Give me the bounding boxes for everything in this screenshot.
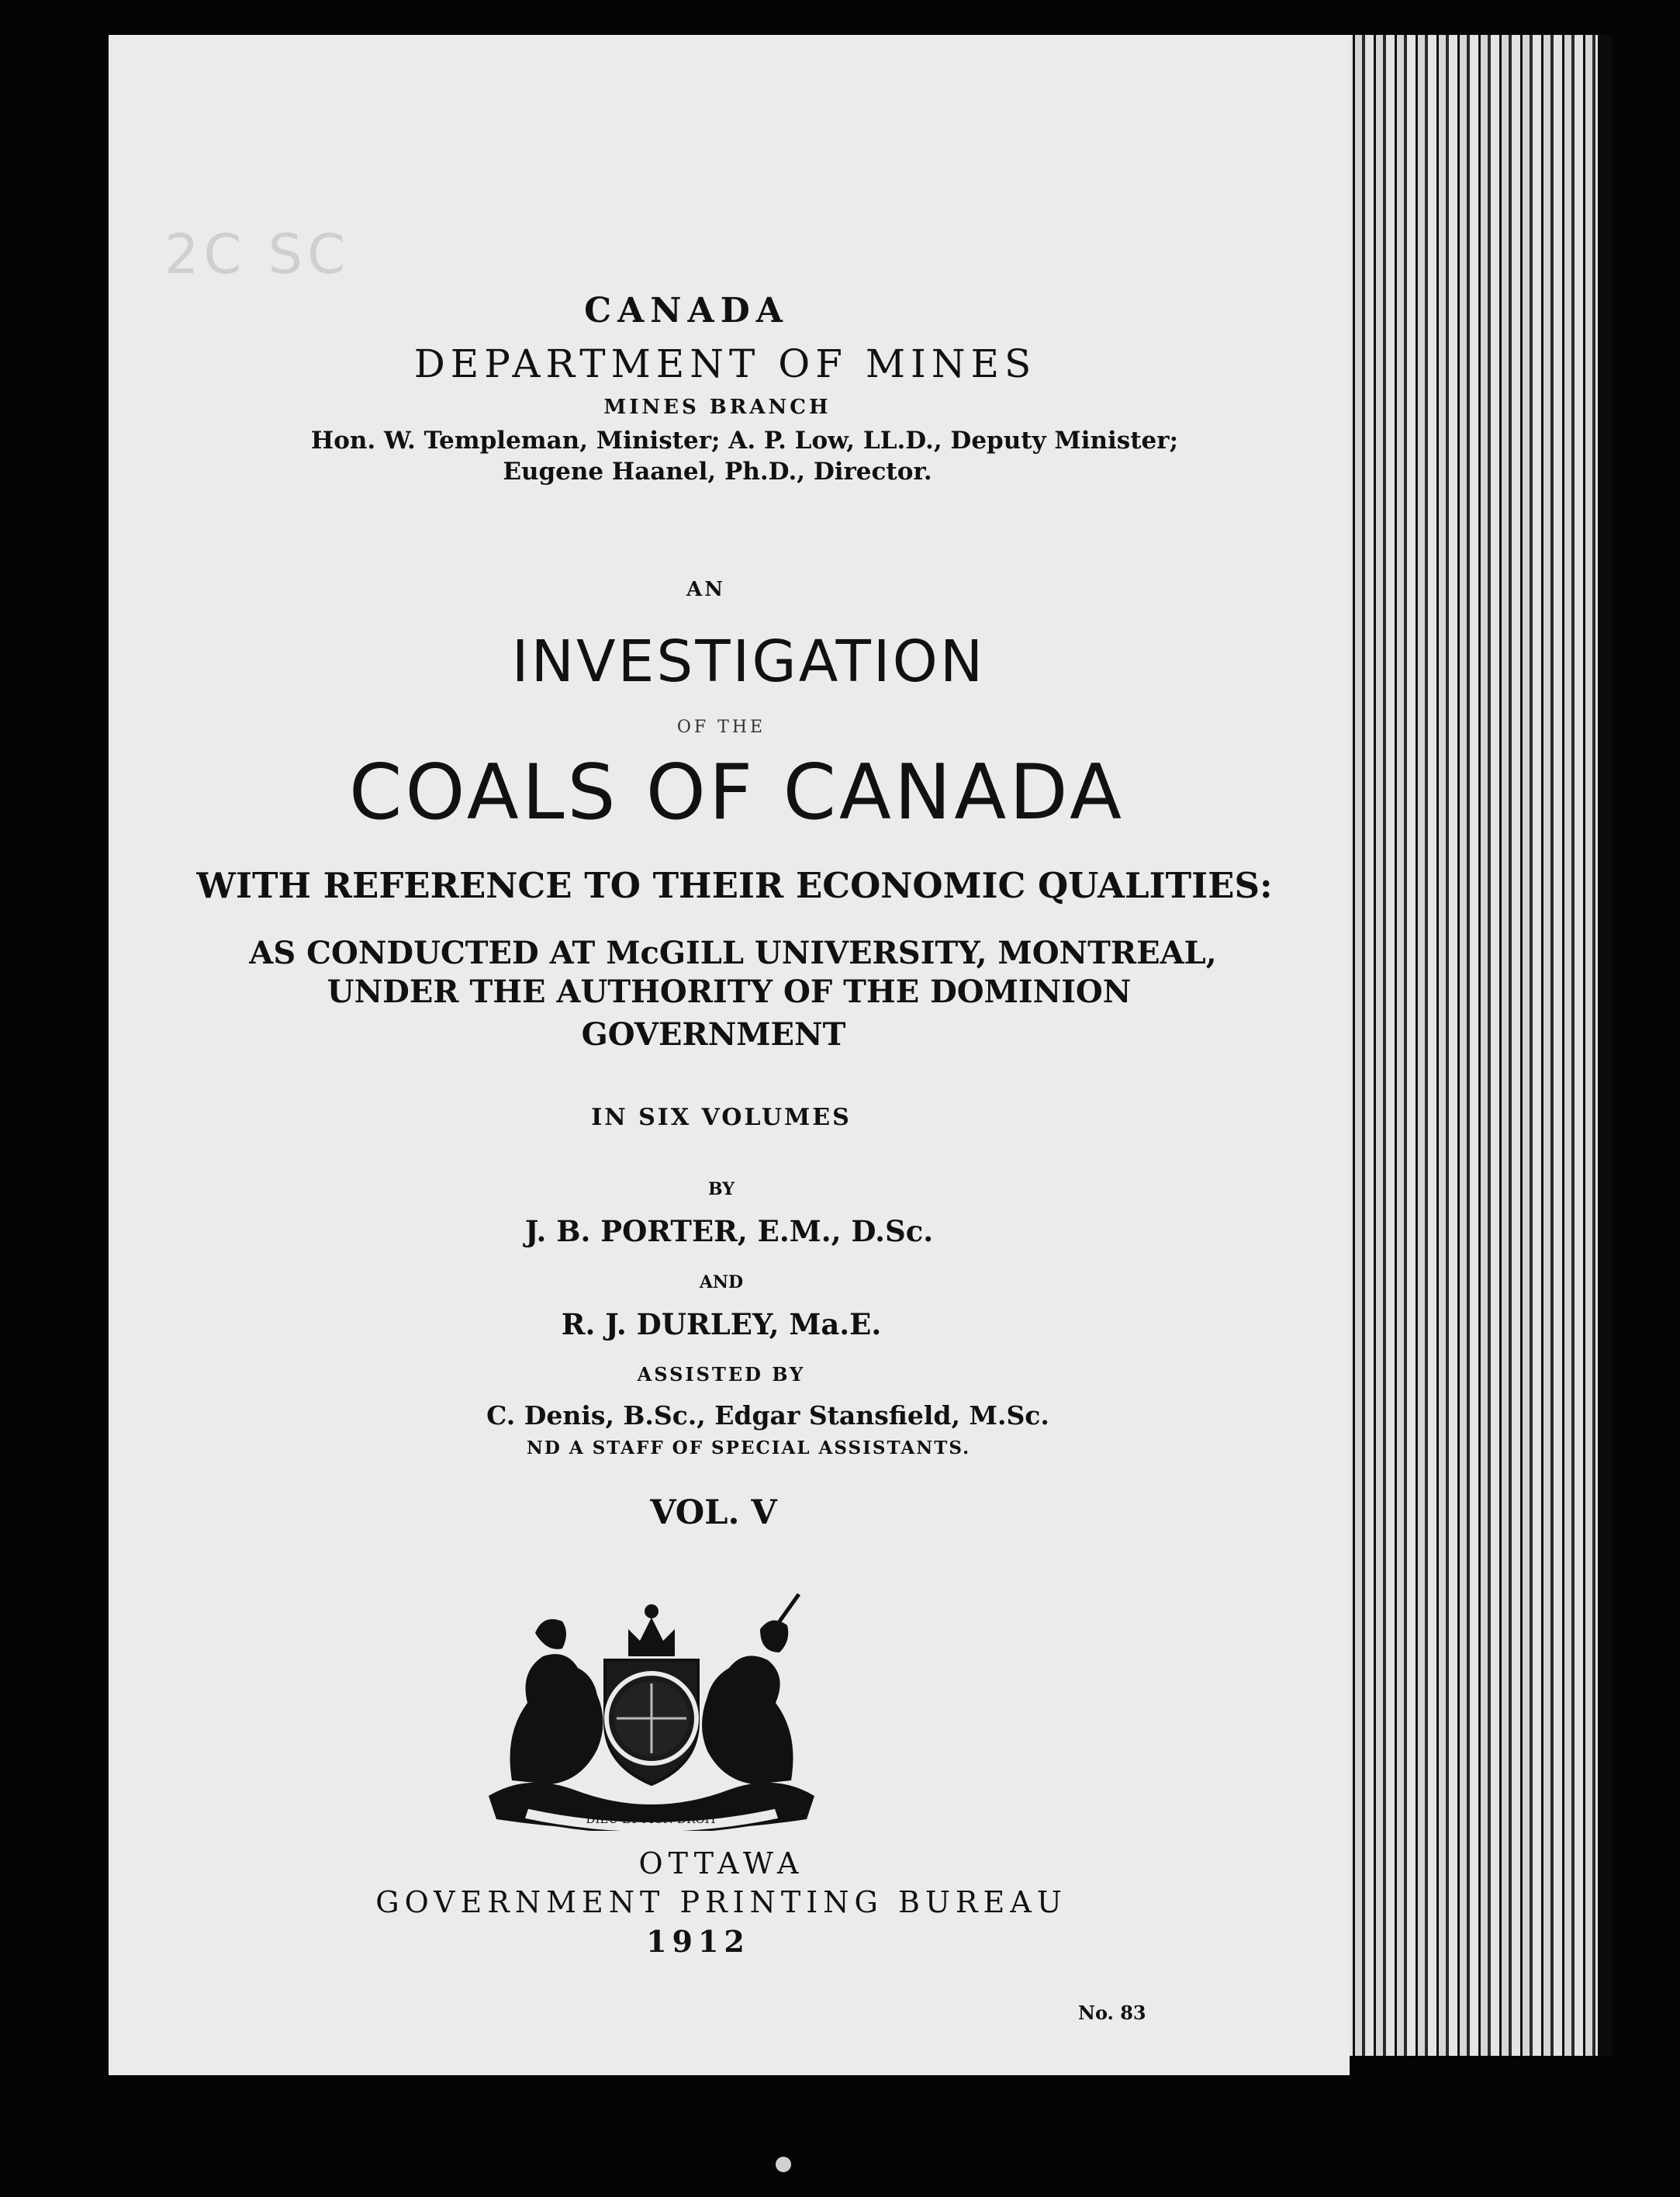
volumes-note: IN SIX VOLUMES	[591, 1104, 852, 1131]
crest-motto: DIEU ET MON DROIT	[586, 1812, 717, 1826]
conducted-line-2: UNDER THE AUTHORITY OF THE DOMINION	[327, 974, 1132, 1010]
title-an: AN	[686, 578, 725, 601]
handwritten-note: 2C SC	[164, 223, 350, 286]
volume-number: VOL. V	[650, 1493, 777, 1532]
royal-coat-of-arms-icon	[481, 1586, 822, 1831]
author-1: J. B. PORTER, E.M., D.Sc.	[524, 1214, 934, 1248]
imprint-city: OTTAWA	[638, 1846, 804, 1880]
and-label: AND	[699, 1272, 744, 1292]
title-investigation: INVESTIGATION	[511, 628, 986, 695]
scan-artifact	[776, 2157, 791, 2172]
author-2: R. J. DURLEY, Ma.E.	[561, 1307, 882, 1341]
branch-heading: MINES BRANCH	[603, 396, 831, 419]
conducted-line-3: GOVERNMENT	[581, 1016, 846, 1053]
assistants: C. Denis, B.Sc., Edgar Stansfield, M.Sc.	[486, 1400, 1049, 1431]
officials-line-2: Eugene Haanel, Ph.D., Director.	[503, 458, 932, 486]
assisted-by-label: ASSISTED BY	[637, 1363, 806, 1386]
by-label: BY	[708, 1179, 735, 1199]
imprint-printer: GOVERNMENT PRINTING BUREAU	[375, 1885, 1067, 1919]
title-page	[109, 35, 1350, 2075]
title-of-the: OF THE	[676, 718, 766, 737]
title-main: COALS OF CANADA	[348, 749, 1125, 837]
publication-number: No. 83	[1078, 2002, 1146, 2024]
conducted-line-1: AS CONDUCTED AT McGILL UNIVERSITY, MONTREAL,	[249, 935, 1217, 971]
subtitle: WITH REFERENCE TO THEIR ECONOMIC QUALITIES:	[196, 865, 1273, 906]
staff-line: ND A STAFF OF SPECIAL ASSISTANTS.	[526, 1438, 971, 1458]
department-heading: DEPARTMENT OF MINES	[413, 341, 1037, 386]
page-edges	[1334, 35, 1598, 2056]
imprint-year: 1912	[646, 1924, 750, 1959]
officials-line-1: Hon. W. Templeman, Minister; A. P. Low, LL.D., Deputy Minister;	[310, 427, 1179, 455]
country-heading: CANADA	[584, 291, 789, 330]
